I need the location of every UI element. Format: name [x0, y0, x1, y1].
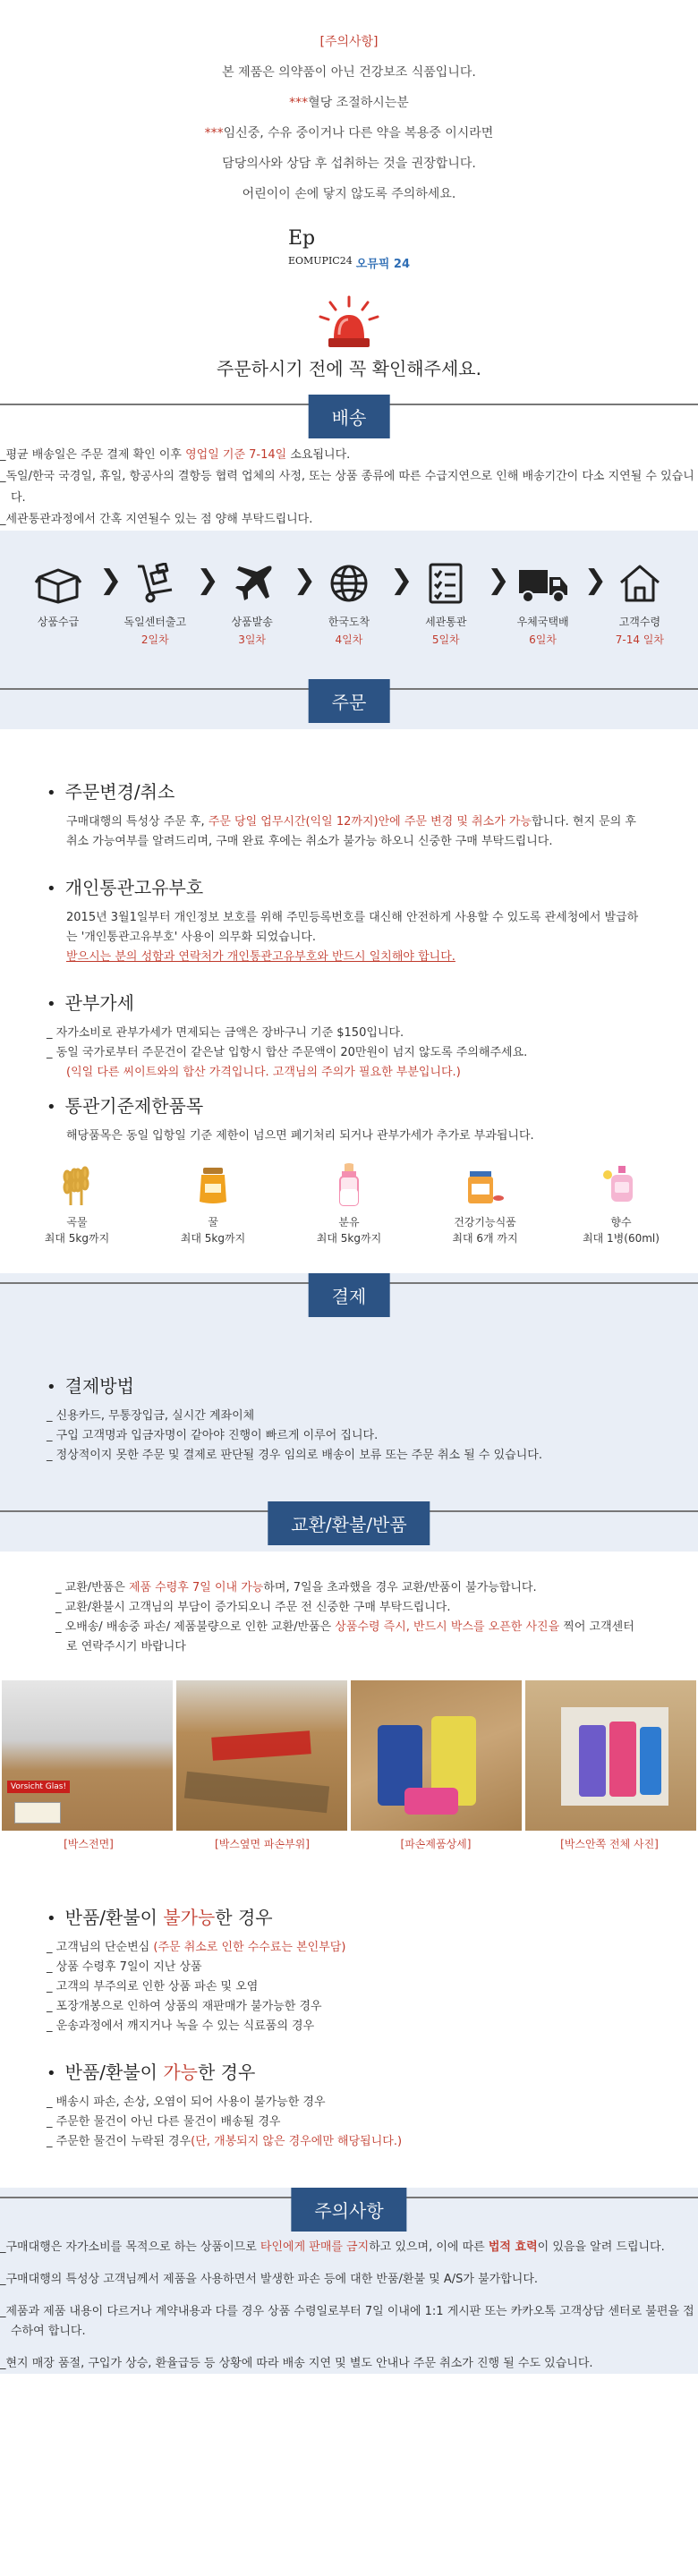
block-title: • 통관기준제한품목: [47, 1095, 204, 1117]
customs-code-text: 2015년 3월1일부터 개인정보 보호를 위해 주민등록번호를 대신해 안전하게 사용할 수 있도록 관세청에서 발급하는 '개인통관고유부호' 사용이 의무화 되었습니다. 받으시는 분의 성함과 연락처가 개인통관고유부호와 반드시 일치해야 합니다.: [66, 911, 639, 964]
logo-mark: Ep EOMUPIC24: [287, 226, 353, 267]
list-item: _독일/한국 국경일, 휴일, 항공사의 결항등 협력 업체의 사정, 또는 상품 종류에 따른 수급지연으로 인해 배송기간이 다소 지연될 수 있습니다.: [0, 470, 694, 505]
step-warehouse: 독일센터출고 2일차: [120, 563, 190, 649]
list-item: _ 교환/환불시 고객님의 부담이 증가되오니 주문 전 신중한 구매 부탁드립니다.: [55, 1601, 451, 1614]
notice-text: 혈당 조절하시는분: [308, 96, 409, 110]
payment-panel: [0, 1273, 698, 1552]
notice-line: [0, 118, 698, 149]
list-item: _ 교환/반품은 제품 수령후 7일 이내 가능하며, 7일을 초과했을 경우 교환/반품이 불가능합니다.: [55, 1581, 537, 1594]
shipping-notes: [0, 445, 698, 531]
product-grain: 곡물 최대 5kg까지: [28, 1162, 126, 1246]
order-section: [0, 729, 698, 1146]
checklist-icon: [421, 563, 470, 604]
caution-list: [0, 2238, 698, 2374]
truck-icon: [517, 563, 569, 604]
photo-box-inside: [525, 1680, 696, 1831]
wheat-icon: [55, 1162, 99, 1207]
payment-list: [47, 1407, 644, 1466]
section-title: 주의사항: [291, 2188, 406, 2232]
airplane-icon: [228, 563, 277, 604]
product-perfume: 향수 최대 1병(60ml): [572, 1162, 670, 1246]
list-item: _ 신용카드, 무통장입금, 실시간 계좌이체: [47, 1409, 255, 1423]
notice-block: [0, 0, 698, 209]
globe-icon: [325, 563, 373, 604]
list-item: _ 고객의 부주의로 인한 상품 파손 및 오염: [47, 1980, 259, 1994]
list-item: _ 자가소비로 관부가세가 면제되는 금액은 장바구니 기준 $150입니다.: [47, 1026, 404, 1040]
exchange-list: [55, 1578, 644, 1657]
block-title: • 관부가세: [47, 992, 134, 1014]
shipping-steps-panel: [0, 531, 698, 729]
step-sourcing: 상품수급: [23, 563, 93, 631]
product-formula: 분유 최대 5kg까지: [300, 1162, 398, 1246]
tax-list: [47, 1024, 644, 1083]
notice-line: 담당의사와 상담 후 섭취하는 것을 권장합니다.: [222, 157, 476, 171]
section-shipping-header: [0, 395, 698, 445]
list-item: _구매대행은 자가소비를 목적으로 하는 상품이므로 타인에게 판매를 금지하고 있으며, 이에 따른 법적 효력이 있음을 알려 드립니다.: [0, 2240, 665, 2254]
list-item: _세관통관과정에서 간혹 지연될수 있는 점 양해 부탁드립니다.: [0, 513, 313, 526]
list-item: _ 동일 국가로부터 주문건이 같은날 입항시 합산 주문액이 20만원이 넘지 않도록 주의해주세요.: [47, 1046, 528, 1059]
chevron-right-icon: ❯: [487, 565, 510, 596]
brand-logo: [0, 218, 698, 281]
notice-line: 어린이이 손에 닿지 않도록 주의하세요.: [242, 187, 456, 201]
hand-truck-icon: [131, 563, 179, 604]
block-title: • 주문변경/취소: [47, 781, 175, 803]
refund-not-possible-list: [47, 1938, 644, 2036]
chevron-right-icon: ❯: [390, 565, 413, 596]
photo-box-front: Vorsicht Glas!: [2, 1680, 173, 1831]
photo-caption: [박스옆면 파손부위]: [215, 1838, 310, 1850]
block-title: • 결제방법: [47, 1375, 134, 1397]
step-shipping: 상품발송 3일차: [217, 563, 287, 649]
confirm-heading: 주문하시기 전에 꼭 확인해주세요.: [217, 358, 481, 379]
exchange-section: [0, 1552, 698, 1657]
list-item: (익일 다른 씨이트와의 합산 가격입니다. 고객님의 주의가 필요한 부분입니다.): [66, 1066, 461, 1079]
photo-captions: [0, 1831, 698, 1873]
list-item: _ 운송과정에서 깨지거나 녹을 수 있는 식료품의 경우: [47, 2019, 315, 2033]
product-supplement: 건강기능식품 최대 6개 까지: [436, 1162, 534, 1246]
notice-title: [주의사항]: [319, 35, 379, 49]
list-item: _평균 배송일은 주문 결제 확인 이후 영업일 기준 7-14일 소요됩니다.: [0, 448, 351, 462]
photo-caption: [박스전면]: [64, 1838, 114, 1850]
honey-jar-icon: [191, 1162, 235, 1207]
step-arrival: 한국도착 4일차: [314, 563, 384, 649]
photo-caption: [박스안쪽 전체 사진]: [560, 1838, 659, 1850]
block-title: • 개인통관고유부호: [47, 877, 204, 898]
notice-mark: ***: [204, 126, 224, 140]
photo-damaged-product: [351, 1680, 522, 1831]
restricted-items: [0, 1146, 698, 1273]
step-delivery: 우체국택배 6일차: [508, 563, 578, 649]
order-change-text: 구매대행의 특성상 주문 후, 주문 당일 업무시간(익일 12까지)안에 주문 변경 및 취소가 가능합니다. 현지 문의 후 취소 가능여부를 알려드리며, 구매 완료 후에는 취소가 불가능 하오니 신중한 구매 부탁드립니다.: [66, 815, 636, 848]
list-item: _ 주문한 물건이 아닌 다른 물건이 배송될 경우: [47, 2115, 281, 2129]
block-title: • 반품/환불이 불가능한 경우: [47, 1907, 273, 1928]
section-exchange-header: [0, 1501, 698, 1552]
chevron-right-icon: ❯: [583, 565, 607, 596]
baby-bottle-icon: [327, 1162, 371, 1207]
list-item: _ 상품 수령후 7일이 지난 상품: [47, 1960, 202, 1974]
list-item: _ 오배송/ 배송중 파손/ 제품불량으로 인한 교환/반품은 상품수령 즉시, 반드시 박스를 오픈한 사진을 찍어 고객센터로 연락주시기 바랍니다: [55, 1620, 634, 1654]
step-received: 고객수령 7-14 일차: [605, 563, 675, 649]
restricted-text: 해당품목은 동일 입항일 기준 제한이 넘으면 폐기처리 되거나 관부가세가 추가로 부과됩니다.: [66, 1129, 534, 1143]
damage-photos: [0, 1657, 698, 1831]
chevron-right-icon: ❯: [99, 565, 123, 596]
section-order-header: [0, 679, 698, 729]
perfume-icon: [599, 1162, 643, 1207]
photo-box-side: [176, 1680, 347, 1831]
section-caution-header: [0, 2188, 698, 2238]
section-payment-header: [0, 1273, 698, 1323]
siren-icon: [0, 295, 698, 351]
notice-mark: ***: [289, 96, 309, 110]
list-item: _ 정상적이지 못한 주문 및 결제로 판단될 경우 임의로 배송이 보류 또는 주문 취소 될 수 있습니다.: [47, 1449, 542, 1462]
notice-line: [0, 88, 698, 118]
step-customs: 세관통관 5일차: [411, 563, 481, 649]
section-title: 주문: [309, 679, 390, 723]
home-icon: [616, 563, 664, 604]
section-title: 결제: [309, 1273, 390, 1317]
caution-panel: [0, 2188, 698, 2374]
refund-section: [0, 1873, 698, 2188]
list-item: _ 주문한 물건이 누락된 경우(단, 개봉되지 않은 경우에만 해당됩니다.): [47, 2135, 403, 2148]
block-title: • 반품/환불이 가능한 경우: [47, 2062, 256, 2083]
chevron-right-icon: ❯: [293, 565, 316, 596]
list-item: _ 배송시 파손, 손상, 오염이 되어 사용이 불가능한 경우: [47, 2096, 326, 2109]
list-item: _ 포장개봉으로 인하여 상품의 재판매가 불가능한 경우: [47, 2000, 322, 2013]
list-item: _ 구입 고객명과 입금자명이 같아야 진행이 빠르게 이루어 집니다.: [47, 1429, 379, 1442]
notice-text: 임신중, 수유 중이거나 다른 약을 복용중 이시라면: [223, 126, 494, 140]
list-item: _구매대행의 특성상 고객님께서 제품을 사용하면서 발생한 파손 등에 대한 반품/환불 및 A/S가 불가합니다.: [0, 2273, 539, 2286]
photo-caption: [파손제품상세]: [400, 1838, 472, 1850]
notice-line: 본 제품은 의약품이 아닌 건강보조 식품입니다.: [222, 65, 476, 80]
refund-possible-list: [47, 2093, 644, 2152]
list-item: _ 고객님의 단순변심 (주문 취소로 인한 수수료는 본인부담): [47, 1941, 346, 1954]
list-item: _현지 매장 품절, 구입가 상승, 환율급등 등 상황에 따라 배송 지연 및 별도 안내나 주문 취소가 진행 될 수도 있습니다.: [0, 2357, 593, 2370]
section-title: 배송: [309, 395, 390, 438]
section-title: 교환/환불/반품: [268, 1501, 430, 1545]
supplement-icon: [463, 1162, 507, 1207]
logo-name: 오뮤픽 24: [355, 257, 411, 271]
list-item: _제품과 제품 내용이 다르거나 계약내용과 다를 경우 상품 수령일로부터 7일 이내에 1:1 게시판 또는 카카오톡 고객상담 센터로 불편을 접수하여 합니다.: [0, 2305, 694, 2338]
box-icon: [34, 563, 82, 604]
product-honey: 꿀 최대 5kg까지: [164, 1162, 262, 1246]
chevron-right-icon: ❯: [196, 565, 219, 596]
